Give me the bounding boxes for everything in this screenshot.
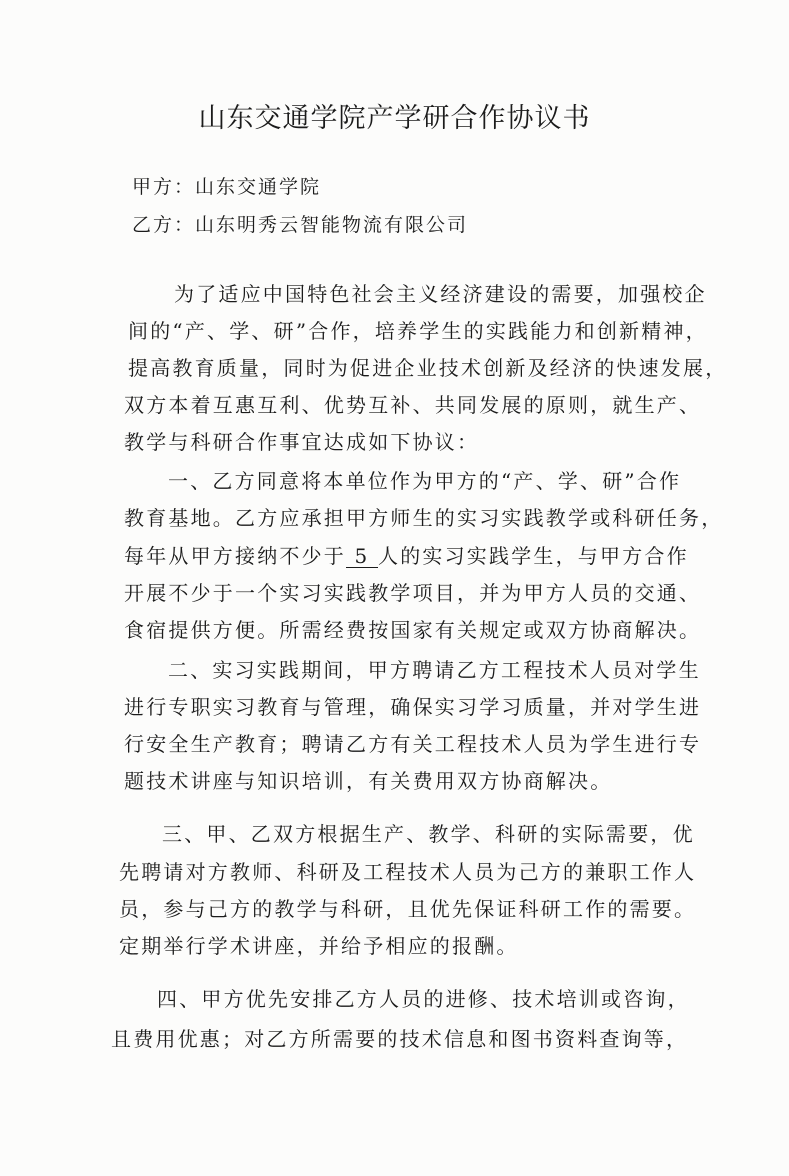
document-title: 山东交通学院产学研合作协议书 [198, 103, 591, 134]
text-line: 教学与科研合作事宜达成如下协议： [124, 430, 480, 454]
text-line: 且费用优惠；对乙方所需要的技术信息和图书资料查询等， [111, 1027, 689, 1051]
text-segment: 人的实习实践学生，与甲方合作 [378, 544, 689, 568]
party-b: 乙方：山东明秀云智能物流有限公司 [132, 214, 469, 236]
text-line: 题技术讲座与知识培训，有关费用双方协商解决。 [124, 769, 613, 793]
text-line: 二、实习实践期间，甲方聘请乙方工程技术人员对学生 [168, 658, 701, 682]
text-line: 开展不少于一个实习实践教学项目，并为甲方人员的交通、 [124, 581, 702, 605]
text-line: 为了适应中国特色社会主义经济建设的需要，加强校企 [174, 282, 707, 306]
text-line: 间的“产、学、研”合作，培养学生的实践能力和创新精神， [128, 319, 708, 343]
text-line-with-blank [124, 546, 689, 568]
text-line: 三、甲、乙双方根据生产、教学、科研的实际需要，优 [162, 822, 695, 846]
text-line: 先聘请对方教师、科研及工程技术人员为己方的兼职工作人 [119, 860, 697, 884]
text-line: 员，参与己方的教学与科研，且优先保证科研工作的需要。 [119, 897, 697, 921]
text-line: 提高教育质量，同时为促进企业技术创新及经济的快速发展， [128, 356, 728, 380]
text-line: 教育基地。乙方应承担甲方师生的实习实践教学或科研任务， [124, 506, 724, 530]
party-a: 甲方：山东交通学院 [132, 176, 322, 198]
text-line: 行安全生产教育；聘请乙方有关工程技术人员为学生进行专 [124, 732, 702, 756]
text-line: 一、乙方同意将本单位作为甲方的“产、学、研”合作 [168, 469, 682, 493]
text-line: 四、甲方优先安排乙方人员的进修、技术培训或咨询， [157, 987, 690, 1011]
text-line: 食宿提供方便。所需经费按国家有关规定或双方协商解决。 [124, 618, 702, 642]
text-segment: 每年从甲方接纳不少于 [124, 544, 346, 568]
text-line: 进行专职实习教育与管理，确保实习学习质量，并对学生进 [124, 695, 702, 719]
text-line: 定期举行学术讲座，并给予相应的报酬。 [119, 934, 519, 958]
text-line: 双方本着互惠互利、优势互补、共同发展的原则，就生产、 [124, 393, 702, 417]
filled-blank-count: 5 [346, 546, 378, 568]
